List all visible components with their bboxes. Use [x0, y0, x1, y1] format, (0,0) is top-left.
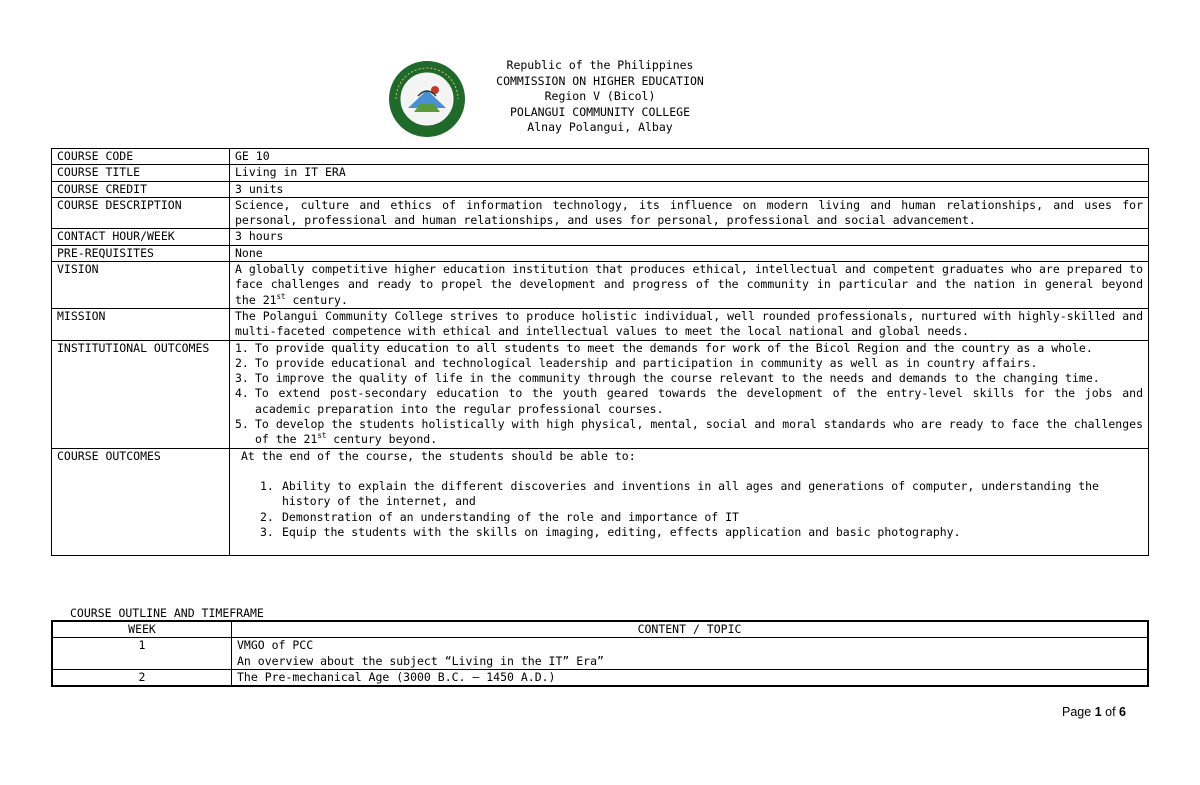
list-item — [235, 386, 1143, 417]
list-item — [235, 356, 1143, 371]
of-word: of — [1105, 705, 1116, 719]
table-row — [52, 262, 1149, 309]
institutional-outcomes-value — [230, 340, 1149, 448]
list-item — [260, 479, 1143, 510]
course-code-label: COURSE CODE — [52, 149, 230, 165]
course-credit-value: 3 units — [230, 181, 1149, 197]
table-row — [52, 638, 1148, 670]
vision-text: A globally competitive higher education institution that produces ethical, intellectual and competent graduates who are prepared to face challenges and ready to propel the development and progress of the community in particular and the nation in general beyond the 21 — [235, 262, 1143, 307]
current-page: 1 — [1094, 705, 1102, 719]
week-cell: 1 — [52, 638, 232, 670]
list-number: 3. — [260, 524, 274, 539]
outline-title: COURSE OUTLINE AND TIMEFRAME — [70, 606, 264, 620]
course-credit-label: COURSE CREDIT — [52, 181, 230, 197]
table-header-row — [52, 621, 1148, 638]
institution-header — [440, 58, 760, 136]
contact-hours-label: CONTACT HOUR/WEEK — [52, 229, 230, 245]
table-row — [52, 229, 1149, 245]
mission-value: The Polangui Community College strives to produce holistic individual, well rounded professionals, nurtured with highly-skilled and multi-faceted competence with ethical and intellectual values to meet the local national and global needs. — [230, 308, 1149, 340]
vision-value — [230, 262, 1149, 309]
list-item — [235, 341, 1143, 356]
table-row — [52, 340, 1149, 448]
course-outcomes-intro: At the end of the course, the students should be able to: — [241, 448, 636, 463]
header-line-4: POLANGUI COMMUNITY COLLEGE — [509, 104, 690, 119]
table-row — [52, 165, 1149, 181]
content-line: The Pre-mechanical Age (3000 B.C. – 1450 A.D.) — [237, 669, 556, 684]
list-text: To improve the quality of life in the community through the course relevant to the needs and demands to the changing time. — [255, 371, 1100, 386]
table-row — [52, 181, 1149, 197]
header-line-2: COMMISSION ON HIGHER EDUCATION — [496, 73, 704, 88]
course-outline-table — [51, 620, 1149, 687]
course-outcomes-value — [230, 448, 1149, 555]
content-line: VMGO of PCC — [237, 638, 314, 653]
institutional-outcomes-label: INSTITUTIONAL OUTCOMES — [52, 340, 230, 448]
list-text: Equip the students with the skills on imaging, editing, effects application and basic photography. — [282, 524, 961, 539]
course-info-table — [51, 148, 1149, 556]
vision-label: VISION — [52, 262, 230, 309]
page-word: Page — [1062, 705, 1092, 719]
list-number: 5. — [235, 417, 249, 432]
header-line-3: Region V (Bicol) — [544, 89, 656, 103]
list-text: Ability to explain the different discoveries and inventions in all ages and generations of computer, understanding the history of the internet, and — [282, 478, 1099, 509]
list-number: 2. — [235, 355, 249, 370]
table-row — [52, 197, 1149, 229]
week-cell: 2 — [52, 669, 232, 686]
prerequisites-value: None — [230, 245, 1149, 261]
vision-text-end: century. — [285, 292, 348, 307]
table-row — [52, 669, 1148, 686]
list-item — [235, 417, 1143, 448]
header-line-5: Alnay Polangui, Albay — [527, 120, 673, 134]
header-line-1: Republic of the Philippines — [506, 58, 694, 72]
table-row — [52, 448, 1149, 555]
table-row — [52, 245, 1149, 261]
prerequisites-label: PRE-REQUISITES — [52, 245, 230, 261]
list-text-part: To develop the students holistically with high physical, mental, social and moral standards who are ready to face the challenges of the 21 — [255, 417, 1143, 447]
list-text: To provide educational and technological leadership and participation in community as well as in country affairs. — [255, 355, 1038, 370]
list-text: To provide quality education to all students to meet the demands for work of the Bicol Region and the country as a whole. — [255, 340, 1093, 355]
course-title-label: COURSE TITLE — [52, 165, 230, 181]
list-number: 4. — [235, 386, 249, 401]
list-text — [255, 417, 1143, 448]
content-header: CONTENT / TOPIC — [232, 621, 1149, 638]
course-code-value: GE 10 — [230, 149, 1149, 165]
vision-superscript: st — [276, 291, 286, 301]
list-number: 1. — [260, 478, 274, 493]
list-text: To extend post-secondary education to the youth geared towards the development of the entry-level skills for the jobs and academic preparation into the regular professional courses. — [255, 386, 1143, 416]
list-item — [260, 525, 1143, 540]
table-row — [52, 149, 1149, 165]
list-superscript: st — [317, 431, 327, 441]
course-title-value: Living in IT ERA — [230, 165, 1149, 181]
list-text-end: century beyond. — [326, 432, 438, 447]
course-outcomes-list — [235, 479, 1143, 540]
list-item — [260, 510, 1143, 525]
table-row — [52, 308, 1149, 340]
content-cell — [232, 638, 1149, 670]
list-number: 3. — [235, 371, 249, 386]
total-pages: 6 — [1119, 705, 1126, 719]
contact-hours-value: 3 hours — [230, 229, 1149, 245]
list-number: 2. — [260, 509, 274, 524]
week-header: WEEK — [52, 621, 232, 638]
course-outcomes-label: COURSE OUTCOMES — [52, 448, 230, 555]
content-cell — [232, 669, 1149, 686]
course-description-value: Science, culture and ethics of information technology, its influence on modern living and human relationships, and uses for personal, professional and human relationships, and uses for personal, professional and social advancement. — [230, 197, 1149, 229]
page-number-footer — [1062, 705, 1126, 719]
mission-label: MISSION — [52, 308, 230, 340]
list-text: Demonstration of an understanding of the role and importance of IT — [282, 509, 739, 524]
content-line: An overview about the subject “Living in the IT” Era” — [237, 653, 604, 668]
list-item — [235, 371, 1143, 386]
list-number: 1. — [235, 340, 249, 355]
course-description-label: COURSE DESCRIPTION — [52, 197, 230, 229]
